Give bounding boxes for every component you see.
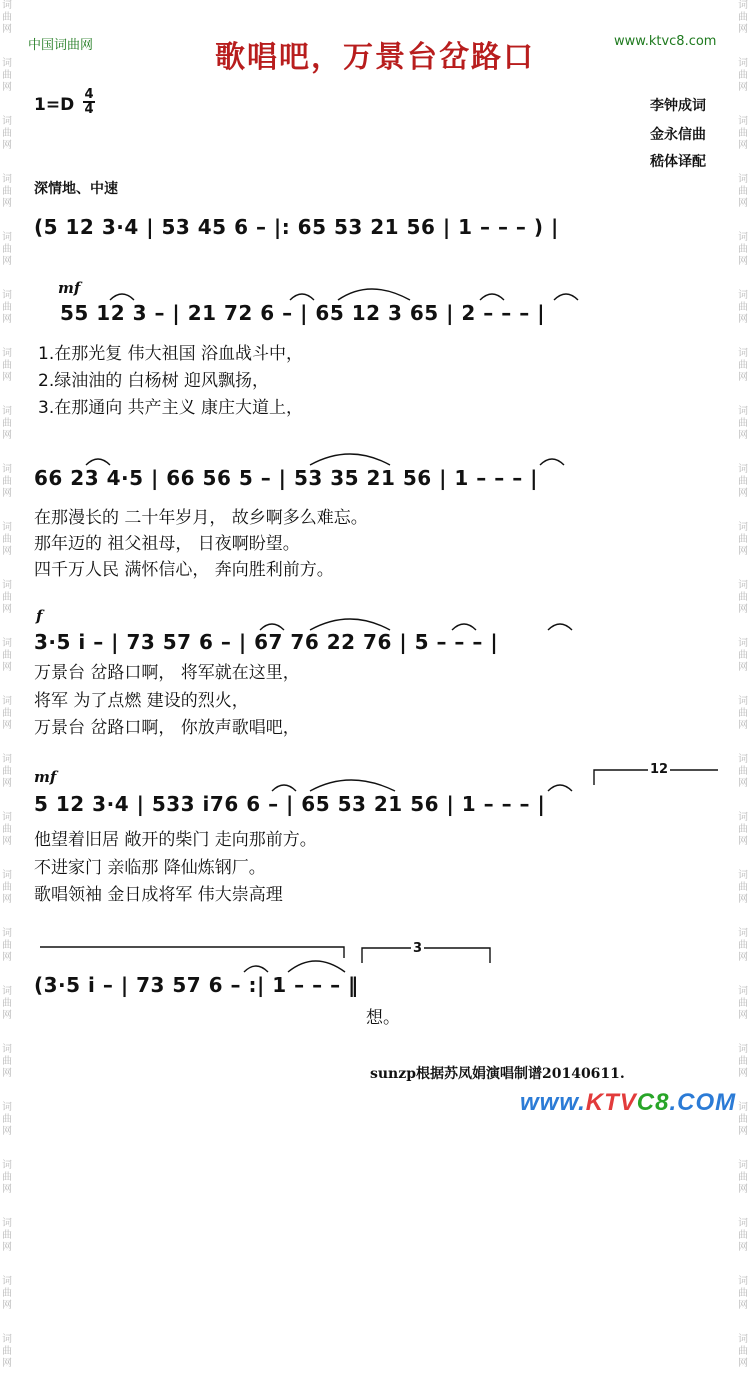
music-line-2: 66 23 4·5 | 66 56 5 – | 53 35 21 56 | 1 – – – | [34,466,538,490]
watermark-char: 网 [738,1358,748,1369]
music-line-1: 55 12 3 – | 21 72 6 – | 65 12 3 65 | 2 – – – | [60,301,546,325]
intro-music-line: (5 12 3·4 | 53 45 6 – |: 65 53 21 56 | 1 – – – ) | [34,215,559,239]
watermark-char: 词 [738,754,748,765]
watermark-char: 网 [2,894,12,905]
watermark-char: 网 [738,778,748,789]
watermark-char: 词 [738,928,748,939]
watermark-char: 网 [738,24,748,35]
watermark-char: 词 [2,0,12,11]
watermark-char: 网 [738,952,748,963]
watermark-char: 网 [738,836,748,847]
watermark-char: 网 [738,256,748,267]
watermark-char: 网 [2,24,12,35]
site-url-right[interactable]: www.ktvc8.com [614,34,717,49]
lyrics-line-1-verse-3: 3.在那通向 共产主义 康庄大道上， [38,398,304,418]
watermark-char: 词 [2,58,12,69]
lyricist-credit: 李钟成词 [650,98,706,114]
volta-bracket-label-1: 12 [650,762,669,777]
slur-line-2-c [540,459,564,465]
watermark-char: 曲 [2,360,12,371]
watermark-char: 网 [738,372,748,383]
watermark-char: 曲 [738,650,748,661]
watermark-char: 曲 [2,1114,12,1125]
watermark-char: 曲 [2,1346,12,1357]
slur-line-1-d [480,294,504,300]
slur-line-3-b [310,619,390,630]
watermark-char: 网 [2,1300,12,1311]
lyrics-line-1-verse-2: 2.绿油油的 白杨树 迎风飘扬， [38,371,270,391]
watermark-char: 网 [2,140,12,151]
watermark-char: 词 [738,870,748,881]
watermark-char: 曲 [2,244,12,255]
lyrics-line-3-verse-1: 万景台 岔路口啊， 将军就在这里， [34,663,300,683]
watermark-char: 词 [738,638,748,649]
watermark-char: 曲 [2,186,12,197]
watermark-char: 曲 [738,476,748,487]
watermark-char: 词 [2,928,12,939]
watermark-char: 词 [738,1334,748,1345]
watermark-char: 曲 [738,534,748,545]
slur-line-4-b [310,780,395,791]
site-logo[interactable] [520,1089,736,1117]
watermark-char: 网 [2,198,12,209]
lyrics-line-3-verse-3: 万景台 岔路口啊， 你放声歌唱吧， [34,718,300,738]
watermark-char: 曲 [738,1172,748,1183]
watermark-char: 曲 [2,650,12,661]
watermark-char: 曲 [738,70,748,81]
logo-c8: C8 [636,1089,670,1116]
song-title: 歌唱吧，万景台岔路口 [215,40,535,75]
slur-line-1-b [290,294,314,300]
lyrics-line-4-verse-2: 不进家门 亲临那 降仙炼钢厂。 [34,858,266,878]
watermark-char: 词 [2,1276,12,1287]
watermark-char: 词 [2,986,12,997]
watermark-char: 词 [2,464,12,475]
watermark-char: 曲 [738,882,748,893]
lyrics-line-2-verse-3: 四千万人民 满怀信心， 奔向胜利前方。 [34,560,334,580]
watermark-char: 网 [738,1300,748,1311]
watermark-char: 曲 [2,1056,12,1067]
slur-line-1-e [554,294,578,300]
watermark-char: 曲 [738,1346,748,1357]
watermark-char: 词 [738,58,748,69]
watermark-char: 网 [2,720,12,731]
watermark-char: 曲 [738,1056,748,1067]
watermark-char: 词 [738,174,748,185]
watermark-char: 网 [738,1010,748,1021]
watermark-char: 网 [738,894,748,905]
watermark-char: 曲 [738,592,748,603]
dynamic-mark-f: f [36,607,43,625]
watermark-char: 曲 [738,360,748,371]
watermark-char: 词 [2,174,12,185]
dynamic-mark-mf: mf [58,279,81,297]
watermark-char: 曲 [738,940,748,951]
watermark-char: 网 [2,836,12,847]
watermark-char: 词 [738,1276,748,1287]
slur-line-4-a [272,785,296,791]
watermark-char: 曲 [738,128,748,139]
time-signature-top: 4 [84,87,94,102]
watermark-char: 曲 [2,302,12,313]
watermark-char: 词 [2,1044,12,1055]
watermark-char: 网 [2,952,12,963]
watermark-char: 曲 [738,1230,748,1241]
watermark-char: 词 [2,870,12,881]
watermark-char: 网 [738,198,748,209]
watermark-char: 词 [738,348,748,359]
watermark-char: 词 [738,696,748,707]
dynamic-mark-mf-2: mf [34,768,57,786]
tempo-marking: 深情地、中速 [34,181,118,197]
watermark-char: 网 [738,1068,748,1079]
watermark-char: 曲 [738,1288,748,1299]
slur-line-4-c [548,785,572,791]
watermark-char: 曲 [738,302,748,313]
watermark-char: 曲 [2,128,12,139]
lyrics-line-4-verse-1: 他望着旧居 敞开的柴门 走向那前方。 [34,830,317,850]
watermark-char: 词 [2,696,12,707]
watermark-char: 网 [738,720,748,731]
key-signature: 1=D [34,95,75,115]
lyrics-line-1-verse-1: 1.在那光复 伟大祖国 浴血战斗中， [38,344,304,364]
lyrics-line-3-verse-2: 将军 为了点燃 建设的烈火， [34,691,249,711]
watermark-char: 曲 [738,244,748,255]
watermark-char: 网 [738,430,748,441]
watermark-char: 网 [738,604,748,615]
watermark-char: 词 [2,232,12,243]
watermark-char: 词 [738,464,748,475]
logo-ktv: KTV [585,1089,637,1116]
watermark-char: 网 [2,1010,12,1021]
music-line-5: (3·5 i – | 73 57 6 – :| 1 – – – ‖ [34,973,359,997]
site-name-left[interactable]: 中国词曲网 [28,38,94,53]
watermark-char: 曲 [738,418,748,429]
translator-credit: 嵇体译配 [650,154,706,170]
lyrics-line-4-verse-3: 歌唱领袖 金日成将军 伟大崇高理 [34,885,283,905]
watermark-char: 网 [738,662,748,673]
watermark-char: 词 [738,522,748,533]
watermark-char: 词 [2,812,12,823]
watermark-char: 词 [2,116,12,127]
slur-line-1-c [338,289,410,300]
watermark-char: 曲 [738,1114,748,1125]
slur-line-5-b [288,961,345,972]
repeat-ending-rule [40,947,344,958]
watermark-char: 曲 [2,940,12,951]
watermark-char: 网 [2,314,12,325]
watermark-char: 曲 [2,476,12,487]
watermark-char: 网 [2,82,12,93]
slur-line-3-a [260,624,284,630]
watermark-char: 词 [738,406,748,417]
slur-line-2-a [86,459,110,465]
lyrics-line-2-verse-2: 那年迈的 祖父祖母， 日夜啊盼望。 [34,534,300,554]
watermark-char: 网 [738,1126,748,1137]
watermark-char: 网 [2,1358,12,1369]
watermark-char: 曲 [2,1230,12,1241]
music-line-4: 5 12 3·4 | 533 i76 6 – | 65 53 21 56 | 1 – – – | [34,792,546,816]
watermark-char: 曲 [2,418,12,429]
watermark-char: 词 [738,0,748,11]
watermark-char: 网 [2,546,12,557]
watermark-char: 词 [738,1160,748,1171]
watermark-char: 词 [738,1218,748,1229]
watermark-char: 网 [2,256,12,267]
watermark-char: 网 [2,604,12,615]
watermark-char: 网 [738,1242,748,1253]
watermark-char: 曲 [738,824,748,835]
watermark-char: 词 [738,812,748,823]
watermark-char: 词 [2,754,12,765]
watermark-char: 网 [2,488,12,499]
watermark-char: 网 [2,662,12,673]
watermark-char: 网 [738,1184,748,1195]
watermark-char: 网 [2,1184,12,1195]
watermark-char: 词 [2,1334,12,1345]
volta-bracket-label-2: 3 [413,941,423,956]
watermark-char: 曲 [2,708,12,719]
slur-line-1-a [110,294,134,300]
watermark-char: 词 [2,522,12,533]
watermark-char: 词 [2,638,12,649]
watermark-char: 网 [2,372,12,383]
watermark-char: 网 [2,430,12,441]
watermark-char: 词 [2,1102,12,1113]
watermark-char: 词 [738,232,748,243]
watermark-char: 词 [738,580,748,591]
watermark-char: 网 [738,140,748,151]
watermark-char: 曲 [2,882,12,893]
watermark-char: 网 [2,1126,12,1137]
lyrics-line-2-verse-1: 在那漫长的 二十年岁月， 故乡啊多么难忘。 [34,508,368,528]
watermark-char: 词 [2,406,12,417]
watermark-char: 网 [738,546,748,557]
watermark-char: 曲 [2,1288,12,1299]
watermark-char: 词 [738,986,748,997]
watermark-char: 网 [738,82,748,93]
watermark-char: 曲 [738,12,748,23]
watermark-char: 词 [2,580,12,591]
composer-credit: 金永信曲 [650,127,706,143]
watermark-char: 网 [2,778,12,789]
watermark-char: 词 [2,348,12,359]
watermark-char: 词 [2,1160,12,1171]
watermark-char: 曲 [738,186,748,197]
slur-line-5-a [244,966,268,972]
watermark-char: 曲 [2,12,12,23]
slur-line-2-b [310,454,390,465]
watermark-char: 曲 [2,534,12,545]
time-signature-bottom: 4 [84,102,94,117]
logo-com: .COM [669,1089,737,1116]
slur-line-3-d [548,624,572,630]
watermark-char: 曲 [2,1172,12,1183]
watermark-char: 曲 [738,766,748,777]
lyrics-line-5: 想。 [366,1008,400,1028]
logo-www: www. [520,1089,586,1116]
watermark-char: 词 [738,1102,748,1113]
watermark-char: 曲 [2,592,12,603]
watermark-char: 网 [738,488,748,499]
volta-bracket-2 [362,948,490,963]
watermark-char: 曲 [2,824,12,835]
watermark-char: 曲 [738,998,748,1009]
music-line-3: 3·5 i – | 73 57 6 – | 67 76 22 76 | 5 – – – | [34,630,499,654]
slur-line-3-c [452,624,476,630]
watermark-char: 曲 [2,70,12,81]
watermark-char: 词 [2,1218,12,1229]
watermark-char: 词 [2,290,12,301]
watermark-char: 曲 [738,708,748,719]
watermark-char: 曲 [2,766,12,777]
watermark-char: 词 [738,290,748,301]
watermark-char: 网 [2,1068,12,1079]
transcription-credit: sunzp根据苏凤娟演唱制谱20140611. [370,1066,625,1082]
watermark-char: 网 [738,314,748,325]
watermark-char: 曲 [2,998,12,1009]
watermark-char: 词 [738,1044,748,1055]
watermark-char: 网 [2,1242,12,1253]
watermark-char: 词 [738,116,748,127]
